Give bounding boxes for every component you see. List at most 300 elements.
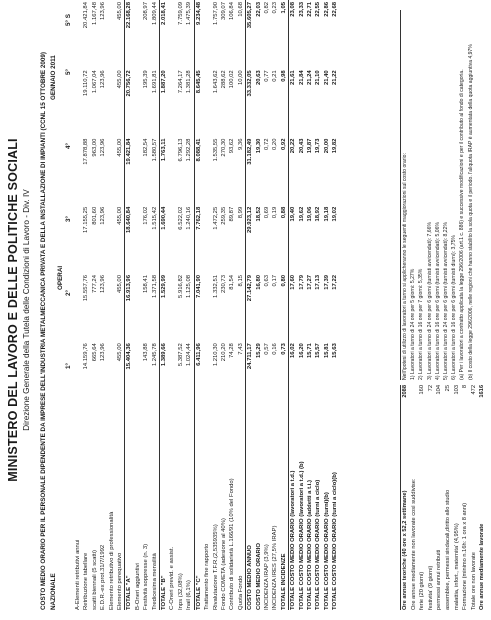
cell-value: 123,96: [100, 2, 107, 21]
cell-value: 16,20: [298, 343, 305, 358]
cell-value: 15,71: [306, 343, 313, 358]
cell-value: 19,18: [323, 206, 330, 222]
row-label: Rivalutazione T.F.R.(2,535935%): [212, 524, 219, 610]
cell-value: 259,35: [220, 206, 227, 225]
hours-row: [444, 385, 453, 610]
cell-value: 19,02: [332, 206, 339, 222]
note-line: 1) Lavoratori a turno di 24 ore per 5 giorni: 5,27%: [410, 268, 417, 380]
hours-value: 472: [470, 385, 477, 395]
table-row: [323, 0, 331, 610]
table-row: [134, 0, 142, 610]
cell-value: 19,30: [255, 138, 262, 154]
row-label: TOTALE COSTO MEDIO ORARIO (turni a ciclo): [315, 479, 322, 610]
cell-value: [74, 137, 82, 205]
cell-value: 17.155,25: [83, 206, 90, 233]
table-row: [91, 0, 99, 610]
cell-value: 19,06: [306, 206, 313, 222]
cell-value: 20.756,72: [125, 68, 134, 136]
cell-value: 195,39: [143, 70, 150, 89]
cell-value: 1,05: [280, 2, 287, 14]
cell-value: 1.167,48: [91, 2, 98, 25]
cell-value: 455,00: [117, 343, 124, 362]
cell-value: 801,60: [91, 206, 98, 225]
cell-value: 8.088,41: [194, 137, 203, 205]
cell-value: 0,80: [280, 275, 287, 287]
cell-value: [74, 68, 82, 136]
cell-value: 1.515,42: [151, 206, 158, 230]
cell-value: 19,62: [298, 206, 305, 222]
table-row: [177, 0, 185, 610]
cell-value: 100,02: [229, 70, 236, 89]
table-row: [331, 0, 339, 610]
hours-label: Ore annue mediamente lavorate: [479, 523, 486, 610]
cell-value: 7.759,09: [177, 2, 184, 25]
cell-value: 23,08: [289, 0, 298, 68]
cell-value: 17,39: [323, 275, 330, 290]
hours-label: Formazione (minimo n.16h: 1 ora x 8 anni): [462, 502, 469, 610]
hours-row: [478, 385, 487, 610]
cell-value: [74, 205, 82, 273]
hours-label: Totale ore non lavorate: [470, 552, 477, 610]
cell-value: 1.245,78: [151, 343, 158, 367]
cell-value: 24.711,17: [246, 341, 255, 409]
cell-value: 1.472,25: [212, 206, 219, 230]
table-row: [228, 0, 236, 610]
row-label: INCIDENZA IRES (27,5% IRAP): [272, 525, 279, 610]
cell-value: 20,22: [289, 137, 298, 205]
note-line: 3) Lavoratori a turno di 24 ore per 6 giorni (turnisti avvicendati): 7,66%: [426, 222, 433, 380]
row-label: Elemento retributivo di professionalità: [108, 511, 115, 610]
row-label: E.D.R.-ex prot.31/7/1992: [100, 544, 107, 610]
cell-value: [168, 137, 176, 205]
cell-value: 33.332,05: [246, 68, 255, 136]
hours-row: [427, 385, 436, 610]
cell-value: 176,02: [143, 206, 150, 225]
row-label: TOTALE COSTO MEDIO ORARIO (lavoratori a t.d.): [289, 409, 298, 610]
hours-row: [401, 385, 410, 610]
row-label: TOTALE "A": [125, 409, 134, 610]
row-label: COSTO MEDIO ANNUO: [246, 409, 255, 610]
hours-section: [400, 385, 487, 610]
table-row: [246, 0, 255, 610]
group-label: OPERAI: [57, 265, 64, 290]
note-line: (a) Per i lavoratori a contratto applicata la legge 296/2006 (art.1 c. 886) e successive modificazioni e per il contributo al fondo di categoria.: [459, 69, 466, 380]
row-label: INCIDENZA IRAP (3,9%): [263, 544, 270, 610]
hours-label: ferie (20 giorni): [419, 571, 426, 610]
cell-value: 6.796,13: [177, 138, 184, 162]
cell-value: 455,00: [117, 275, 124, 294]
cell-value: [74, 273, 82, 341]
cell-value: 22.168,28: [125, 0, 134, 68]
cell-value: 21,10: [315, 70, 322, 86]
note-line: (b) Il costo della legge 296/2006, nelle regioni che hanno stabilito la sola quota e il periodo. l'aliquota IRAP è aumentata della quota aggiuntiva 4,97%: [467, 44, 474, 380]
cell-value: 1.691,81: [151, 70, 158, 94]
cell-value: 1.535,55: [212, 138, 219, 162]
column-header: 3°: [65, 215, 72, 223]
cell-value: 10,68: [237, 2, 244, 17]
cell-value: 0,17: [272, 275, 279, 287]
directorate-subtitle: Direzione Generale della Tutela delle Condizioni di Lavoro - Div. IV: [22, 189, 31, 431]
cell-value: 1.643,62: [212, 70, 219, 94]
table-row: [116, 0, 125, 610]
cell-value: 665,64: [91, 343, 98, 362]
cell-value: [134, 68, 142, 136]
cell-value: [168, 0, 176, 68]
notes-section: [400, 10, 475, 380]
cell-value: [203, 0, 211, 68]
hours-value: 25: [444, 385, 451, 392]
cell-value: [203, 205, 211, 273]
cell-value: 0,63: [263, 275, 270, 287]
cell-value: [168, 341, 176, 409]
row-label: A-Elementi retributivi annui: [75, 539, 81, 610]
table-row: [289, 0, 298, 610]
table-row: [306, 0, 314, 610]
cell-value: 0,73: [280, 343, 287, 355]
table-row: [212, 0, 220, 610]
cell-value: [108, 68, 116, 136]
cell-value: [108, 0, 116, 68]
cell-value: 7.041,90: [194, 273, 203, 341]
cell-value: 8,15: [237, 275, 244, 287]
cell-value: 19.110,72: [83, 70, 90, 97]
cell-value: 0,16: [272, 343, 279, 355]
cell-value: 1.757,90: [212, 2, 219, 25]
cell-value: 10,00: [237, 70, 244, 86]
cell-value: 16,80: [255, 275, 262, 290]
cell-value: 22,55: [315, 2, 322, 17]
row-label: B-Oneri aggiuntivi: [134, 563, 141, 610]
table-row: [108, 0, 116, 610]
row-label: Retribuzione tabellare: [83, 552, 90, 610]
row-label: Elemento perequativo: [117, 552, 124, 610]
cell-value: [134, 273, 142, 341]
cell-value: [168, 68, 176, 136]
note-line: 6) Lavoratori a turno di 16 ore per 6 giorni (turnisti diurni): 3,75%: [451, 235, 458, 380]
cell-value: 143,88: [143, 343, 150, 362]
cell-value: 35.605,27: [246, 0, 255, 68]
cell-value: 106,84: [229, 2, 236, 21]
table-row: [280, 0, 289, 610]
cell-value: 19,40: [289, 205, 298, 273]
cell-value: 81,54: [229, 275, 236, 290]
cell-value: 29.923,12: [246, 205, 255, 273]
row-label: TOTALE COSTO MEDIO ORARIO (addetti a t.i.): [306, 480, 313, 610]
table-row: [263, 0, 271, 610]
row-label: TOTALE COSTO MEDIO ORARIO (lavoratori a t.d.) (b): [298, 461, 305, 610]
cell-value: 21,40: [323, 70, 330, 86]
hours-row: [461, 385, 470, 610]
cell-value: 9.234,48: [194, 0, 203, 68]
hours-table: [401, 385, 487, 610]
cell-value: 230,73: [220, 275, 227, 294]
cell-value: 7,43: [237, 343, 244, 355]
cell-value: 1.332,51: [212, 275, 219, 298]
hours-row: [410, 385, 419, 610]
cell-value: 93,62: [229, 138, 236, 154]
table-row: [185, 0, 194, 610]
cell-value: 1.809,44: [151, 2, 158, 25]
column-header: 5° S: [65, 14, 72, 26]
hours-value: 8: [462, 385, 469, 389]
cell-value: 1.292,28: [186, 138, 193, 162]
row-label: Inps (32,08%): [177, 573, 184, 610]
hours-row: [435, 385, 444, 610]
cell-value: [134, 0, 142, 68]
hours-value: 160: [419, 385, 426, 395]
cell-value: [203, 341, 211, 409]
cell-value: 2.018,41: [160, 0, 169, 68]
table-row: [125, 0, 134, 610]
cell-value: 9,36: [237, 138, 244, 150]
cell-value: 20,63: [255, 70, 262, 86]
row-label: TOTALE "B": [160, 409, 169, 610]
cell-value: 22,68: [332, 2, 339, 17]
cell-value: 1.067,04: [91, 70, 98, 94]
row-label: COSTO MEDIO ORARIO: [255, 543, 262, 610]
cell-value: 1.371,58: [151, 275, 158, 298]
cell-value: 7.762,18: [194, 205, 203, 273]
cell-value: 1.024,44: [186, 343, 193, 367]
cell-value: 0,69: [263, 206, 270, 219]
row-label: Tredicesima mensilità: [151, 553, 158, 610]
table-row: [142, 0, 150, 610]
cell-value: 5.916,82: [177, 275, 184, 298]
note-line: 2) Lavoratori a turno di 16 ore per 7 giorni: 5,35%: [418, 268, 425, 380]
cell-value: 22,86: [323, 2, 330, 17]
table-row: [255, 0, 263, 610]
hours-value: 72: [427, 385, 434, 392]
hours-label: Ore annue mediamente non lavorate così suddivise:: [410, 478, 417, 610]
cell-value: 14.159,76: [83, 343, 90, 370]
cell-value: 1.887,20: [160, 68, 169, 136]
column-header: 2°: [65, 289, 72, 297]
cell-value: 1.125,08: [186, 275, 193, 298]
cell-value: 0,88: [280, 206, 287, 219]
cell-value: 0,77: [263, 70, 270, 82]
cell-value: 22,71: [306, 2, 313, 17]
cell-value: 20.421,84: [83, 2, 90, 29]
column-header: 4°: [65, 142, 72, 150]
cell-value: 0,98: [280, 70, 287, 82]
row-label: Quota Fondo: [237, 575, 244, 610]
hours-label: assemblee, permessi sindacali,diritto allo studio: [444, 489, 451, 610]
row-label: C-Oneri previd. e assist.: [169, 546, 176, 610]
cell-value: 0,82: [263, 2, 270, 14]
cell-value: 17,60: [289, 273, 298, 341]
cell-value: 6.522,02: [177, 206, 184, 230]
cell-value: 17,27: [306, 275, 313, 290]
hours-value: 2088: [402, 385, 408, 398]
cell-value: [168, 205, 176, 273]
cell-value: 19.421,84: [125, 137, 134, 205]
table-row: [203, 0, 211, 610]
cell-value: 123,96: [100, 206, 107, 225]
cell-value: 17.878,88: [83, 138, 90, 165]
cell-value: 309,07: [220, 2, 227, 21]
cell-value: 1.210,30: [212, 343, 219, 367]
ministry-title: MINISTERO DEL LAVORO E DELLE POLITICHE SOCIALI: [6, 138, 20, 482]
cell-value: 288,62: [220, 70, 227, 89]
hours-label: Ore annue teoriche (40 ore x 52,2 settimane): [402, 490, 408, 610]
cell-value: 21,61: [289, 68, 298, 136]
cell-value: [134, 341, 142, 409]
table-row: [298, 0, 306, 610]
cell-value: 18,92: [315, 206, 322, 222]
cell-value: 19,87: [306, 138, 313, 154]
document-title: COSTO MEDIO ORARIO PER IL PERSONALE DIPENDENTE DA IMPRESE DELL'INDUSTRIA METALMECCANICA PRIVATA E DELLA INSTALLAZIONE DI IMPIANTI (CCNL 15 OTTOBRE 2009): [40, 52, 47, 610]
cell-value: 210,20: [220, 343, 227, 362]
cell-value: 123,96: [100, 70, 107, 89]
table-row: [82, 0, 90, 610]
cell-value: 777,24: [91, 275, 98, 294]
hours-value: 103: [453, 385, 460, 395]
cell-value: 0,92: [280, 138, 287, 150]
cell-value: 0,19: [272, 206, 279, 219]
row-label: Festività soppresse (n. 3): [143, 543, 150, 610]
note-line: Nell'ipotesi di utilizzo di lavoratori a turno si applicheranno le seguenti maggiorazioni sul costo orario:: [402, 153, 408, 380]
cell-value: 1.529,99: [160, 273, 169, 341]
cell-value: 16,02: [289, 341, 298, 409]
table-row: [271, 0, 279, 610]
cell-value: 21,24: [306, 70, 313, 86]
cell-value: 23,33: [298, 2, 305, 17]
table-row: [151, 0, 160, 610]
row-label: Inail (6,1%): [186, 580, 193, 610]
cell-value: 8,99: [237, 206, 244, 219]
table-row: [220, 0, 228, 610]
cell-value: 15.404,36: [125, 341, 134, 409]
row-label: Contributo di solidarietà L.166/91 (10% del Fondo): [229, 478, 236, 610]
cell-value: [203, 68, 211, 136]
hours-value: 104: [436, 385, 443, 395]
cell-value: 15,63: [332, 343, 339, 358]
cell-value: 15,81: [323, 343, 330, 358]
cell-value: 18.640,84: [125, 205, 134, 273]
cell-value: 19,82: [332, 138, 339, 154]
cell-value: 8.645,45: [194, 68, 203, 136]
row-label: scatti biennali (5 scatti): [91, 550, 98, 610]
cell-value: 27.142,79: [246, 273, 255, 341]
cell-value: 17,79: [298, 275, 305, 290]
cell-value: 6.411,96: [194, 341, 203, 409]
column-header: 1°: [65, 362, 72, 370]
cell-value: 455,00: [117, 138, 124, 157]
cell-value: 455,00: [117, 206, 124, 225]
hours-value: 1616: [479, 385, 486, 398]
row-label: TOTALE "C": [194, 409, 203, 610]
cell-value: 123,96: [100, 343, 107, 362]
cell-value: [203, 137, 211, 205]
cell-value: 158,41: [143, 275, 150, 294]
cell-value: 15,29: [255, 343, 262, 358]
cell-value: 1.381,28: [186, 70, 193, 94]
cell-value: [168, 273, 176, 341]
cell-value: [108, 273, 116, 341]
cell-value: 208,97: [143, 2, 150, 21]
column-header: 5°: [65, 68, 72, 76]
date-label: GENNAIO 2011: [50, 55, 57, 100]
cell-value: 1.580,57: [151, 138, 158, 162]
row-label: TOTALE COSTO MEDIO ORARIO (turni a ciclo)(b): [332, 472, 339, 610]
cell-value: 0,23: [272, 2, 279, 14]
table-row: [314, 0, 322, 610]
cell-value: [134, 137, 142, 205]
cell-value: 31.182,49: [246, 137, 255, 205]
cell-value: 17,13: [315, 275, 322, 290]
hours-label: festivita' (9 giorni): [427, 565, 434, 610]
hours-value: [410, 385, 419, 416]
cell-value: 21,84: [298, 70, 305, 86]
cell-value: [134, 205, 142, 273]
hours-row: [470, 385, 479, 610]
table-row: [160, 0, 169, 610]
cell-value: 270,30: [220, 138, 227, 157]
cell-value: 22,03: [255, 2, 262, 17]
cell-value: 89,87: [229, 206, 236, 222]
hours-label: malattia, infort., maternita' (4,95%): [453, 523, 460, 610]
cell-value: 1.690,44: [160, 205, 169, 273]
row-label: TOTALE COSTO MEDIO ORARIO (turni)(b): [323, 492, 330, 610]
cell-value: 15,57: [315, 343, 322, 358]
cell-value: 1.475,39: [186, 2, 193, 25]
cell-value: 455,00: [117, 2, 124, 21]
cell-value: [108, 205, 116, 273]
cell-value: 0,72: [263, 138, 270, 150]
cell-value: 20,43: [298, 138, 305, 154]
note-line: 5) Lavoratori a turno di 24 ore per 6 giorni (turnisti avvicendati): 8,22%: [443, 222, 450, 380]
cell-value: 5.387,52: [177, 343, 184, 367]
row-label: Fondo COMETA (adesione al 40%): [220, 518, 227, 610]
cell-value: 17,22: [332, 275, 339, 290]
cell-value: 15.557,76: [83, 275, 90, 302]
cell-value: [108, 341, 116, 409]
cell-value: 123,96: [100, 138, 107, 157]
cell-value: 20,00: [323, 138, 330, 154]
table-row: [168, 0, 176, 610]
cell-value: 18,52: [255, 206, 262, 222]
cell-value: 16.913,96: [125, 273, 134, 341]
scope-label: NAZIONALE: [50, 573, 57, 610]
cell-value: 21,22: [332, 70, 339, 86]
cell-value: [74, 341, 82, 409]
cell-value: 0,57: [263, 343, 270, 355]
cell-value: 1.389,66: [160, 341, 169, 409]
cell-value: 1.763,11: [160, 137, 169, 205]
cell-value: 963,00: [91, 138, 98, 157]
hours-row: [453, 385, 462, 610]
cell-value: 455,00: [117, 70, 124, 89]
row-label: TOTALE INCIDENZE: [280, 553, 287, 610]
cell-value: 0,20: [272, 138, 279, 150]
cell-value: 123,96: [100, 275, 107, 294]
cell-value: 74,28: [229, 343, 236, 358]
cell-value: [203, 273, 211, 341]
hours-row: [418, 385, 427, 610]
cost-table: [74, 0, 340, 610]
cell-value: 182,54: [143, 138, 150, 157]
table-row: [194, 0, 203, 610]
table-row: [74, 0, 82, 610]
cell-value: 1.240,16: [186, 206, 193, 230]
cell-value: [74, 0, 82, 68]
cell-value: [108, 137, 116, 205]
table-row: [99, 0, 107, 610]
cell-value: 19,73: [315, 138, 322, 154]
note-line: 4) Lavoratori a turno di 16 ore per 6 giorni (turnisti avvicendati): 5,06%: [434, 222, 441, 380]
cell-value: 0,21: [272, 70, 279, 82]
row-label: Trattamento fine rapporto: [204, 543, 211, 610]
